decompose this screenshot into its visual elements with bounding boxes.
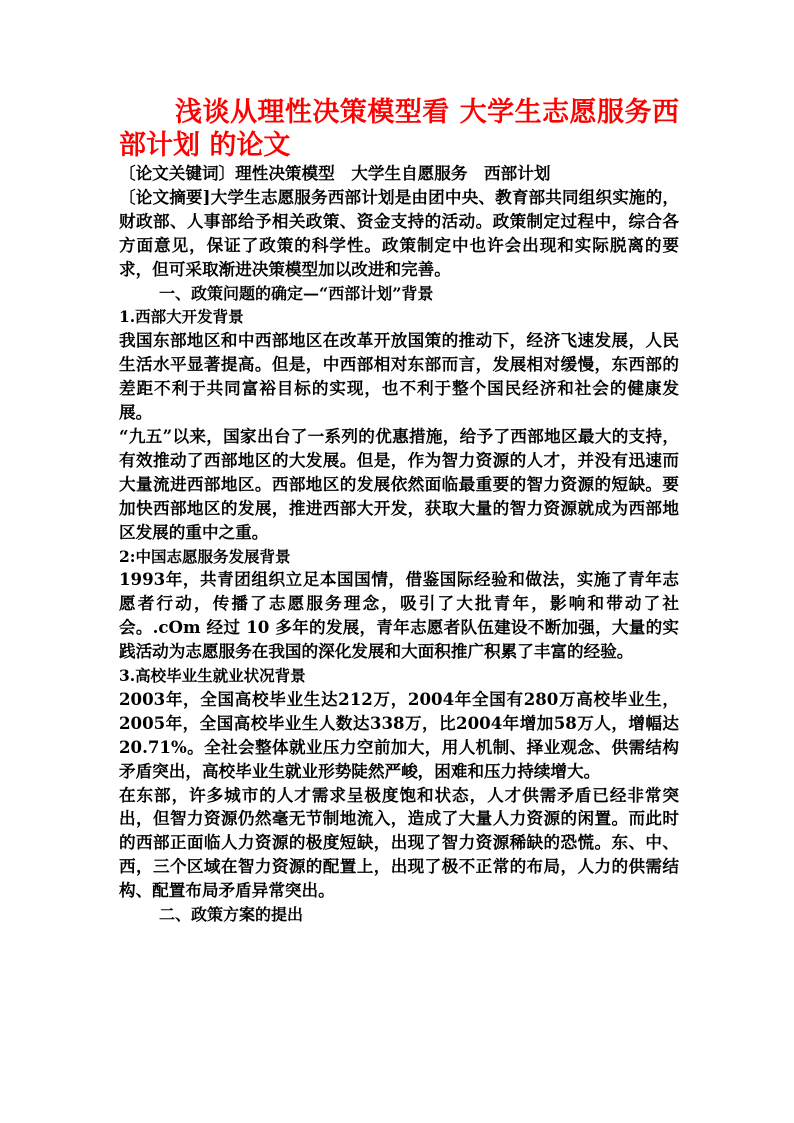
subsection-1-paragraph-1: 我国东部地区和中西部地区在改革开放国策的推动下，经济飞速发展，人民生活水平显著提高。但是，中西部相对东部而言，发展相对缓慢，东西部的差距不利于共同富裕目标的实现，也不利于整个国民经济和社会的健康发展。 (119, 330, 679, 423)
subsection-3-heading: 3.高校毕业生就业状况背景 (119, 666, 306, 686)
subsection-2-heading: 2:中国志愿服务发展背景 (119, 546, 291, 566)
document-title: 浅谈从理性决策模型看 大学生志愿服务西部计划 的论文 (119, 97, 679, 161)
section-1-heading: 一、政策问题的确定—“西部计划”背景 (159, 283, 434, 303)
subsection-3-paragraph-1: 2003年，全国高校毕业生达212万，2004年全国有280万高校毕业生，2005年，全国高校毕业生人数达338万，比2004年增加58万人，增幅达20.71%。全社会整体就业压力空前加大，用人机制、择业观念、供需结构矛盾突出，高校毕业生就业形势陡然严峻，困难和压力持续增大。 (119, 688, 679, 781)
section-2-heading: 二、政策方案的提出 (159, 905, 304, 925)
abstract-paragraph: 〔论文摘要]大学生志愿服务西部计划是由团中央、教育部共同组织实施的，财政部、人事部给予相关政策、资金支持的活动。政策制定过程中，综合各方面意见，保证了政策的科学性。政策制定中也许会出现和实际脱离的要求，但可采取渐进决策模型加以改进和完善。 (119, 186, 679, 279)
subsection-3-paragraph-2: 在东部，许多城市的人才需求呈极度饱和状态，人才供需矛盾已经非常突出，但智力资源仍然毫无节制地流入，造成了大量人力资源的闲置。而此时的西部正面临人力资源的极度短缺，出现了智力资源稀缺的恐慌。东、中、西，三个区域在智力资源的配置上，出现了极不正常的布局，人力的供需结构、配置布局矛盾异常突出。 (119, 784, 679, 901)
subsection-2-paragraph-1: 1993年，共青团组织立足本国国情，借鉴国际经验和做法，实施了青年志愿者行动，传播了志愿服务理念，吸引了大批青年，影响和带动了社会。.cOm 经过 10 多年的发展，青年志愿者队伍建设不断加强，大量的实践活动为志愿服务在我国的深化发展和大面积推广积累了丰富的经验。 (119, 569, 679, 662)
subsection-1-heading: 1.西部大开发背景 (119, 307, 244, 327)
document-body (119, 96, 679, 927)
keywords-line: 〔论文关键词〕理性决策模型 大学生自愿服务 西部计划 (119, 163, 551, 183)
subsection-1-paragraph-2: “九五”以来，国家出台了一系列的优惠措施，给予了西部地区最大的支持，有效推动了西部地区的大发展。但是，作为智力资源的人才，并没有迅速而大量流进西部地区。西部地区的发展依然面临最重要的智力资源的短缺。要加快西部地区的发展，推进西部大开发，获取大量的智力资源就成为西部地区发展的重中之重。 (119, 425, 679, 542)
